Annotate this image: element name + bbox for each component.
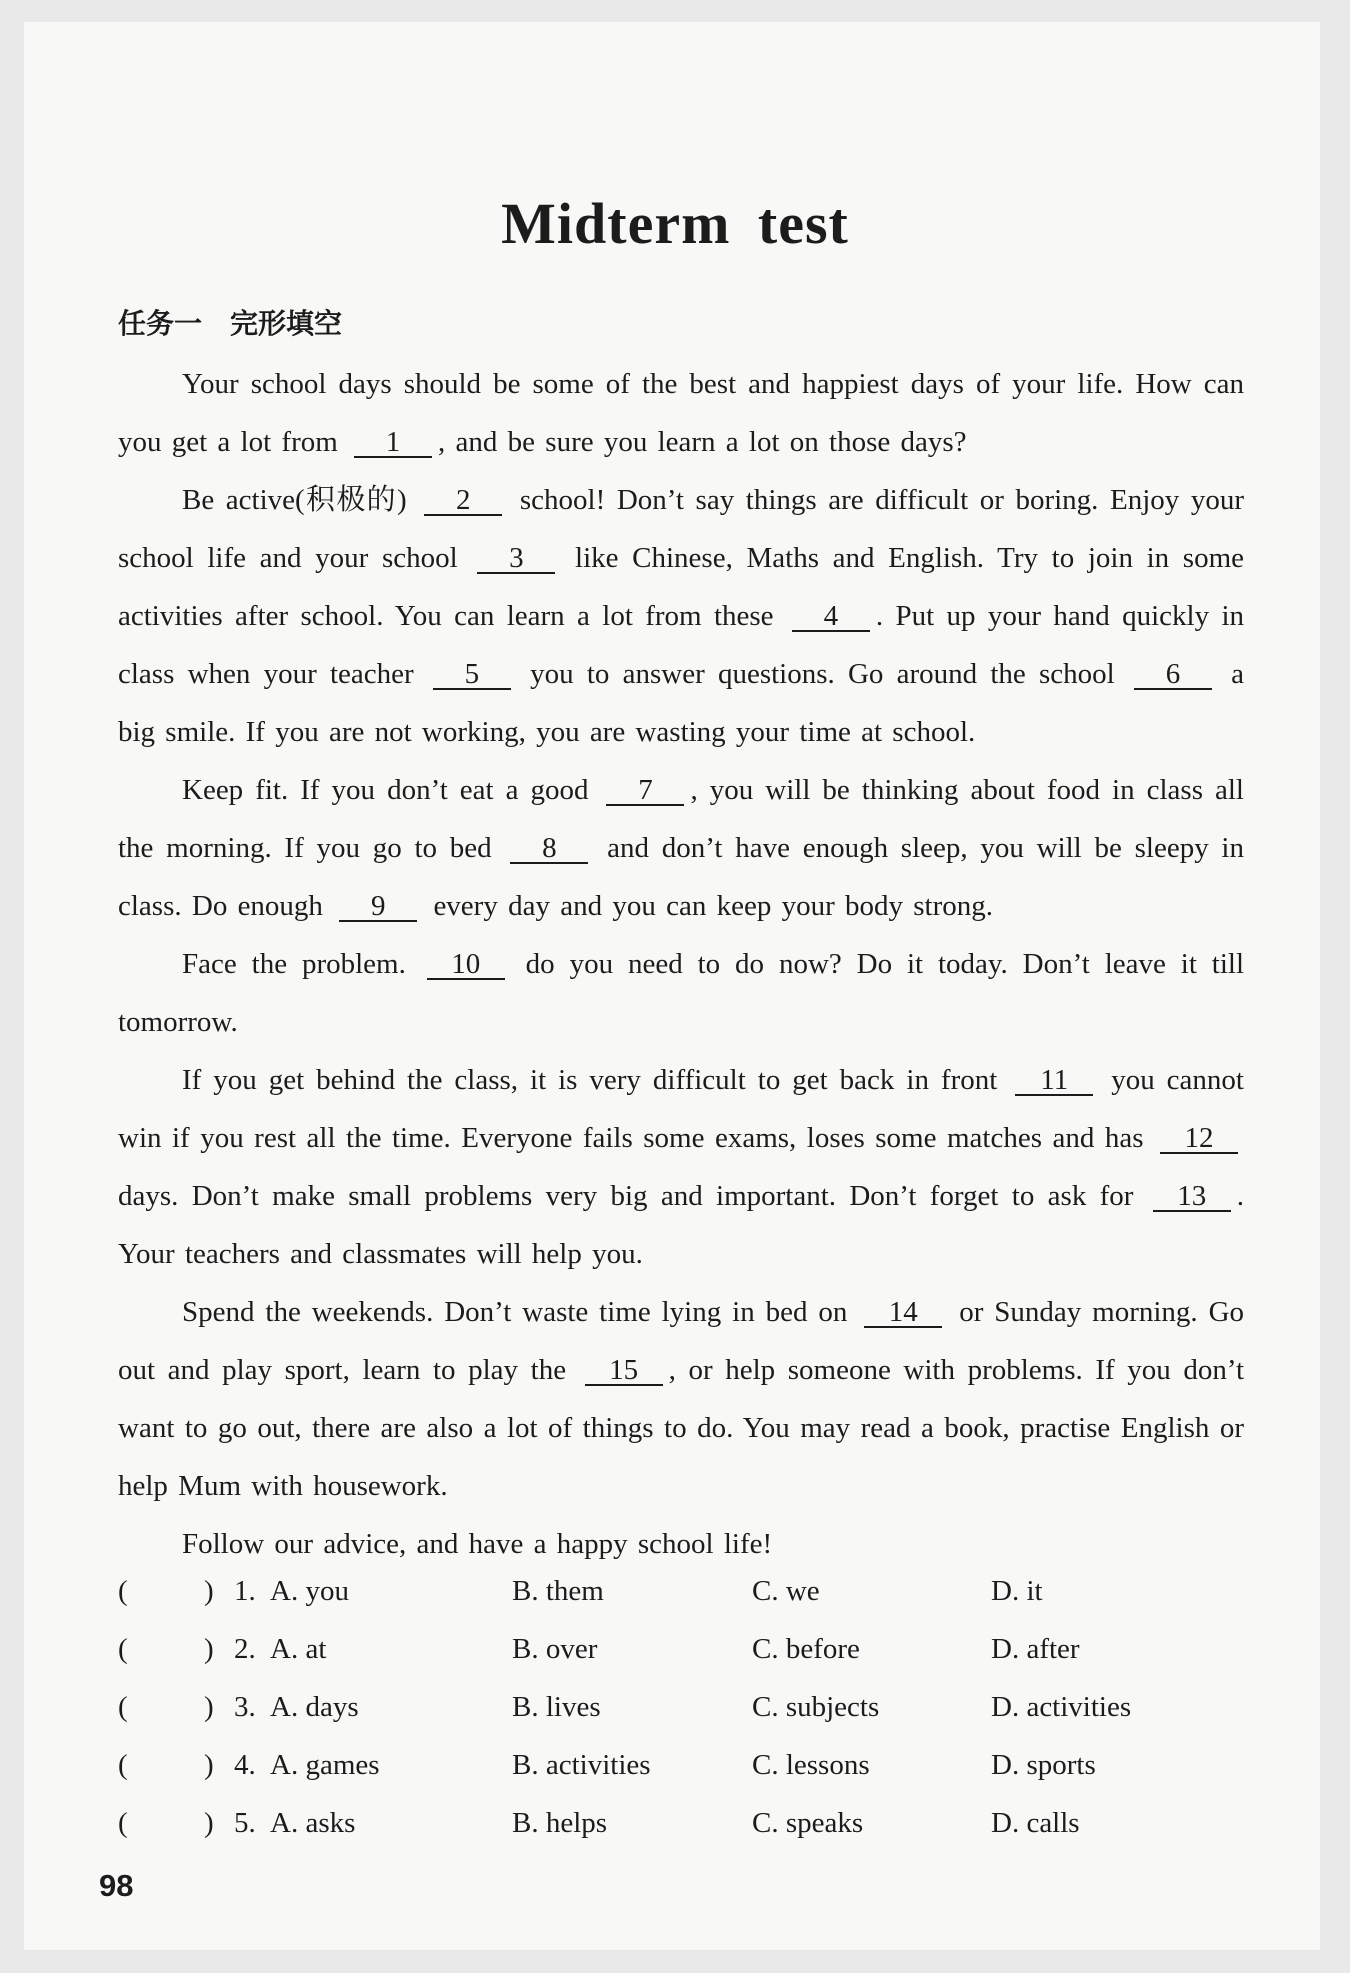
text-run: Keep fit. If you don’t eat a good	[182, 774, 589, 806]
option-a: A. at	[270, 1633, 327, 1665]
blank-15: 15	[585, 1356, 663, 1386]
blank-12: 12	[1160, 1124, 1238, 1154]
question-row	[118, 1807, 1244, 1865]
blank-10: 10	[427, 950, 505, 980]
question-number: 4.	[234, 1749, 256, 1781]
option-a: A. games	[270, 1749, 380, 1781]
blank-6: 6	[1134, 660, 1212, 690]
question-row	[118, 1575, 1244, 1633]
text-run: , you will be thinking about food in class all the morning. If you go to bed	[118, 774, 1244, 864]
blank-4: 4	[792, 602, 870, 632]
option-a: A. days	[270, 1691, 359, 1723]
option-d: D. activities	[991, 1691, 1132, 1723]
text-run: school! Don’t say things are difficult or boring. Enjoy your school life and your school	[118, 484, 1245, 574]
question-list	[118, 1575, 1244, 1865]
blank-13: 13	[1153, 1182, 1231, 1212]
option-d: D. sports	[991, 1749, 1096, 1781]
text-run: . Your teachers and classmates will help you.	[118, 1180, 1244, 1270]
answer-paren-close: )	[204, 1807, 214, 1839]
paragraph-6	[118, 1283, 1244, 1515]
option-b: B. over	[512, 1633, 598, 1665]
option-d: D. it	[991, 1575, 1043, 1607]
text-run: and don’t have enough sleep, you will be sleepy in class. Do enough	[118, 832, 1244, 922]
text-run: Your school days should be some of the best and happiest days of your life. How can you get a lot from	[118, 368, 1244, 458]
text-run: Face the problem.	[182, 948, 406, 980]
blank-1: 1	[354, 428, 432, 458]
option-b: B. activities	[512, 1749, 651, 1781]
blank-2: 2	[424, 486, 502, 516]
option-c: C. lessons	[752, 1749, 870, 1781]
option-b: B. lives	[512, 1691, 601, 1723]
page-title: Midterm test	[501, 191, 849, 256]
text-run: Follow our advice, and have a happy school life!	[182, 1528, 773, 1560]
blank-8: 8	[510, 834, 588, 864]
cloze-passage	[118, 355, 1244, 1573]
option-a: A. you	[270, 1575, 349, 1607]
text-run: a big smile. If you are not working, you are wasting your time at school.	[118, 658, 1245, 748]
paragraph-7	[118, 1515, 1244, 1573]
question-row	[118, 1633, 1244, 1691]
blank-5: 5	[433, 660, 511, 690]
option-c: C. speaks	[752, 1807, 864, 1839]
page-number: 98	[99, 1868, 134, 1903]
paragraph-5	[118, 1051, 1244, 1283]
text-run: If you get behind the class, it is very difficult to get back in front	[182, 1064, 998, 1096]
blank-9: 9	[339, 892, 417, 922]
text-run: every day and you can keep your body strong.	[433, 890, 993, 922]
paragraph-4	[118, 935, 1244, 1051]
paragraph-3	[118, 761, 1244, 935]
question-row	[118, 1749, 1244, 1807]
text-run: , or help someone with problems. If you don’t want to go out, there are also a lot of things to do. You may read a book, practise English or help Mum with housework.	[118, 1354, 1245, 1502]
option-b: B. them	[512, 1575, 604, 1607]
option-b: B. helps	[512, 1807, 608, 1839]
option-c: C. before	[752, 1633, 860, 1665]
option-a: A. asks	[270, 1807, 356, 1839]
question-number: 1.	[234, 1575, 256, 1607]
blank-11: 11	[1015, 1066, 1093, 1096]
section-heading: 任务一 完形填空	[118, 307, 343, 340]
answer-paren-open[interactable]: (	[118, 1691, 128, 1723]
paragraph-1	[118, 355, 1244, 471]
answer-paren-open[interactable]: (	[118, 1749, 128, 1781]
text-run: or Sunday morning. Go out and play sport, learn to play the	[118, 1296, 1245, 1386]
answer-paren-open[interactable]: (	[118, 1633, 128, 1665]
text-run: like Chinese, Maths and English. Try to join in some activities after school. You can learn a lot from these	[118, 542, 1245, 632]
blank-14: 14	[864, 1298, 942, 1328]
text-run: you cannot win if you rest all the time. Everyone fails some exams, loses some matches and has	[118, 1064, 1244, 1154]
text-run: Be active(积极的)	[182, 484, 407, 516]
question-number: 2.	[234, 1633, 256, 1665]
text-run: do you need to do now? Do it today. Don’t leave it till tomorrow.	[118, 948, 1245, 1038]
option-d: D. after	[991, 1633, 1080, 1665]
answer-paren-open[interactable]: (	[118, 1575, 128, 1607]
text-run: Spend the weekends. Don’t waste time lying in bed on	[182, 1296, 848, 1328]
answer-paren-close: )	[204, 1575, 214, 1607]
answer-paren-close: )	[204, 1749, 214, 1781]
text-run: . Put up your hand quickly in class when your teacher	[118, 600, 1245, 690]
option-d: D. calls	[991, 1807, 1080, 1839]
blank-7: 7	[606, 776, 684, 806]
text-run: , and be sure you learn a lot on those days?	[438, 426, 967, 458]
option-c: C. we	[752, 1575, 820, 1607]
answer-paren-close: )	[204, 1691, 214, 1723]
question-number: 3.	[234, 1691, 256, 1723]
text-run: you to answer questions. Go around the school	[530, 658, 1115, 690]
blank-3: 3	[477, 544, 555, 574]
question-row	[118, 1691, 1244, 1749]
answer-paren-close: )	[204, 1633, 214, 1665]
question-number: 5.	[234, 1807, 256, 1839]
option-c: C. subjects	[752, 1691, 880, 1723]
answer-paren-open[interactable]: (	[118, 1807, 128, 1839]
text-run: days. Don’t make small problems very big and important. Don’t forget to ask for	[118, 1180, 1134, 1212]
paragraph-2	[118, 471, 1244, 761]
